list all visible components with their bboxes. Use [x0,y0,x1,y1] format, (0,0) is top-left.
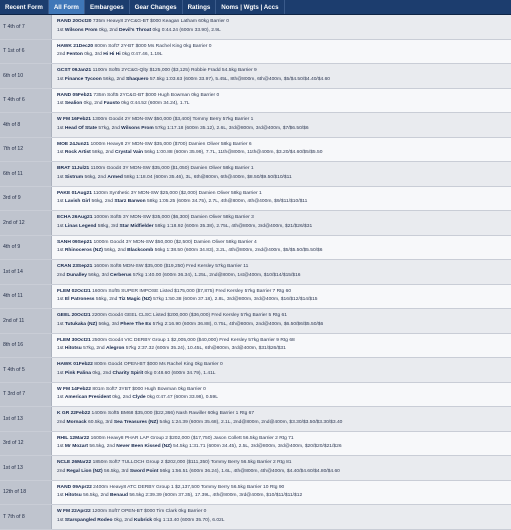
race-time-margin: 57kg 2:37.32 (600m 35.24), 10.45L, 6th@800m, 3rd@400m, $31/$26/$31 [125,346,286,351]
finish-position: T 1st of 6 [0,40,52,64]
horse-name: Sealion [64,101,83,106]
race-conditions: 2500m Good4 VIC DERBY Group 1 $2,005,000 ($40,000) Fred Kersley 57kg Barrier 9 Rtg 68 [92,337,295,343]
weight-placing: 56.5kg, 2nd [89,444,115,449]
placing-label: 1st [57,150,64,155]
form-row[interactable] [0,285,511,310]
tab-recent-form[interactable]: Recent Form [0,0,49,14]
venue-date: RAND 05Feb21 [57,92,93,98]
tab-embargoes[interactable]: Embargoes [85,0,130,14]
race-result [57,149,511,158]
horse-name: Devil's Throat [118,27,152,33]
placing-label: 1st [57,370,64,376]
race-summary [57,459,511,468]
race-conditions: 800m Soft7 2Y-BT $000 Ms Rachel King 0kg Barrier 0 [94,43,212,49]
finish-position: T 4th of 5 [0,358,52,382]
venue-date: W FM 16Feb21 [57,117,91,122]
weight-placing: 55kg, 2nd [95,297,118,302]
form-row[interactable] [0,40,511,65]
venue-date: FLEM 30Oct21 [57,337,91,343]
horse-name: Head Of State [64,125,97,131]
run-details [52,456,511,480]
horse-name: Sistrum [64,174,84,180]
form-row[interactable] [0,138,511,163]
horse-name: Linas Legend [64,223,97,229]
placing-label: 1st [57,248,64,253]
race-time-margin: 58kg 1:05.25 (600m 34.75), 2.7L, 4th@800m, 4th@400m, $9/$11/$10/$11 [147,199,308,204]
race-result [57,223,511,232]
race-conditions: 2400m Heavy8 ATC DERBY Group 1 $2,137,500 Tommy Berry 56.5kg Barrier 10 Rtg 90 [93,484,285,490]
placing-label: 1st [57,444,64,449]
venue-date: MOE 24Jun21 [57,141,90,147]
horse-name: American President [64,395,111,400]
race-conditions: 1100m Synthetic 3Y MDN-SW $25,000 ($2,000) Damien Oliver 58kg Barrier 1 [93,190,262,196]
race-time-margin: 54kg 1:24.39 (600m 35.68), 2.1L, 2nd@800m, 2nd@400m, $3.30/$3.50/$3.30/$3.40 [159,419,343,425]
race-summary [57,263,511,272]
finish-position: T 7th of 8 [0,505,52,529]
tab-ratings[interactable]: Ratings [183,0,217,14]
weight-placing: 57kg, 2nd [83,346,105,351]
horse-name: Charity Spirit [112,370,144,376]
race-result [57,296,511,305]
run-details [52,40,511,64]
race-result [57,419,511,428]
horse-name: Phere The Ex [120,321,152,327]
finish-position: 7th of 12 [0,138,52,162]
form-row[interactable] [0,187,511,212]
horse-name: Benaud [110,493,128,498]
weight-placing: 58kg, 2nd [92,150,114,155]
run-details [52,113,511,137]
horse-name: Mr Mozart [64,444,88,449]
form-row[interactable] [0,89,511,114]
finish-position: 6th of 11 [0,162,52,186]
placing-label: 1st [57,493,64,498]
run-details [52,15,511,39]
horse-name: Star Midfielder [119,223,154,229]
weight-placing: 56kg, 2nd [84,174,106,180]
run-details [52,89,511,113]
race-time-margin: 56.5kg 2:39.39 (600m 37.35), 17.39L, 4th@800m, 3rd@400m, $10/$11/$11/$12 [129,493,303,498]
race-result [57,492,511,501]
venue-date: RAND 20Oct20 [57,19,92,24]
race-result [57,517,511,526]
race-conditions: 1000m Soft5 3Y MDN-SW $35,000 ($6,300) Damien Oliver 58kg Barrier 3 [93,215,254,220]
horse-name: Lavish Girl [64,199,91,204]
finish-position: 3rd of 12 [0,432,52,456]
placing-label: 1st [57,27,64,33]
venue-date: HAWK 01Feb22 [57,362,93,367]
race-result [57,272,511,281]
race-summary [57,190,511,199]
race-conditions: 1600m Soft6 MDN-SW $35,000 ($19,250) Fred Kersley 57kg Barrier 11 [93,264,249,269]
placing-label: 1st [57,223,64,229]
finish-position: T 4th of 6 [0,89,52,113]
weight-placing: 56kg, 2nd [91,199,114,204]
horse-name: Cerberus [110,272,132,278]
form-row[interactable] [0,64,511,89]
weight-placing: 60.5kg, 3rd [88,419,113,425]
race-conditions: 1850m Soft7 TULLOCH Group 2 $202,000 ($111,350) Tommy Berry 56.5kg Barrier 2 Rtg 81 [92,460,292,465]
run-details [52,211,511,235]
race-time-margin: 0kg 0:48.60 (600m 34.79), 1.41L [144,370,216,376]
placing-label: 1st [57,174,64,180]
weight-placing: 56kg, 2nd [104,248,126,253]
horse-name: Tutukaka (NZ) [64,321,98,327]
race-time-margin: 57kg 1:40.00 (600m 36.34), 1.25L, 2nd@800m, 1st@400m, $10/$14/$15/$16 [132,272,301,278]
finish-position: 3rd of 9 [0,187,52,211]
run-details [52,162,511,186]
race-conditions: 1100m Soft5 2YC&G-Qlty $125,000 ($3,125) Robbie Fradd 54.5kg Barrier 9 [92,68,257,73]
form-row[interactable] [0,309,511,334]
weight-placing: 0kg, 2nd [112,395,131,400]
placing-label: 2nd [57,468,66,474]
race-summary [57,214,511,223]
race-time-margin: 56kg 1:56.51 (600m 36.24), 1.6L, 4th@800m, 4th@400m, $4.40/$4.60/$4.80/$4.60 [159,468,340,474]
race-summary [57,484,511,493]
race-conditions: 1600m Heavy8 PHAR LAP Group 2 $202,000 ($17,750) Jason Collett 56.5kg Barrier 2 Rtg 71 [90,435,294,441]
weight-placing: 58kg, 3rd [97,223,119,229]
weight-placing: 0kg, 2nd [98,27,118,33]
form-row[interactable] [0,334,511,359]
horse-name: Hi Hi Hi [103,52,121,57]
race-time-margin: 0kg 0:47.46, 1.19L [121,52,163,57]
venue-date: GCST 09Jan21 [57,68,92,73]
finish-position: T 4th of 7 [0,15,52,39]
tab-noms-wgts-accs[interactable]: Noms | Wgts | Accs [216,0,284,14]
race-conditions: 800m Good4 OPEN-BT $000 Ms Rachel King 0kg Barrier 0 [94,362,223,367]
venue-date: NCLE 26Mar22 [57,460,92,465]
finish-position: 1st of 13 [0,407,52,431]
race-time-margin: 0kg 1:13.40 (600m 35.70), 6.02L [153,517,225,523]
finish-position: 12th of 18 [0,481,52,505]
race-summary [57,288,511,297]
race-result [57,125,511,134]
form-tabs [0,0,511,15]
race-summary [57,116,511,125]
run-details [52,432,511,456]
finish-position: 4th of 8 [0,113,52,137]
horse-name: Wilsons Prom [64,27,98,33]
race-conditions: 1000m Heavy8 2Y MDN-SW $35,000 ($700) Damien Oliver 58kg Barrier 6 [90,141,252,147]
race-summary [57,18,511,27]
form-row[interactable] [0,236,511,261]
horse-name: Regal Lion (NZ) [66,468,103,474]
placing-label: 1st [57,76,64,82]
race-time-margin: 0kg 0:44.24 (600m 33.90), 2.9L [152,27,221,33]
race-conditions: 735m Heavy8 2YC&G-BT $000 Keagan Latham 60kg Barrier 0 [92,19,229,24]
weight-placing: 56kg, 2nd [103,76,125,82]
finish-position: 4th of 11 [0,285,52,309]
finish-position: 4th of 9 [0,236,52,260]
race-conditions: 1600m Soft5 SUPER IMPOSE Listed $175,000 ($7,875) Fred Kersley 57kg Barrier 7 Rtg 60 [92,288,292,294]
weight-placing: 56.5kg, 3rd [104,468,129,474]
race-summary [57,508,511,517]
horse-name: Rhinoceros (NZ) [64,248,103,253]
horse-name: Dunalley [66,272,87,278]
weight-placing: 57kg, 2nd [98,125,120,131]
form-row[interactable] [0,15,511,40]
placing-label: 1st [57,321,64,327]
race-time-margin: 58kg 1:18.04 (600m 35.46), 3L, 6th@800m, 6th@400m, $8.50/$9.50/$10/$11 [124,174,292,180]
race-result [57,247,511,256]
weight-placing: 56kg, 3rd [98,321,119,327]
finish-position: T 3rd of 7 [0,383,52,407]
race-summary [57,312,511,321]
race-conditions: 1100m Good4 3Y MDN-SW $35,000 ($1,050) Damien Oliver 58kg Barrier 1 [90,166,254,171]
venue-date: W FM 22Apr22 [57,509,91,514]
race-summary [57,410,511,419]
venue-date: GEEL 20Oct21 [57,313,91,318]
horse-name: Hitotsu [64,346,82,351]
venue-date: CRAN 23Sep21 [57,264,93,269]
race-summary [57,165,511,174]
run-details [52,358,511,382]
race-time-margin: 57.5kg 1:03.63 (600m 33.97), 5.45L, 8th@800m, 6th@400m, $5/$4.50/$4.40/$4.60 [149,76,331,82]
race-result [57,51,511,60]
run-details [52,481,511,505]
horse-name: Fausto [103,101,120,106]
finish-position: 6th of 10 [0,64,52,88]
race-time-margin: 56kg 1:00.88 (600m 35.99), 7.7L, 11th@800m, 11th@400m, $3.20/$4.60/$5/$5.50 [144,150,323,155]
race-result [57,468,511,477]
horse-name: Hitotsu [64,493,82,498]
run-details [52,236,511,260]
race-result [57,370,511,379]
race-summary [57,239,511,248]
run-details [52,260,511,284]
form-row[interactable] [0,260,511,285]
placing-label: 2nd [57,272,66,278]
finish-position: 2nd of 12 [0,211,52,235]
venue-date: BRAT 11Jul21 [57,166,90,171]
race-summary [57,337,511,346]
form-row[interactable] [0,211,511,236]
race-time-margin: 0kg 0:47.47 (600m 33.98), 0.59L [147,395,218,400]
horse-name: Finance Tycoon [64,76,102,82]
form-row[interactable] [0,432,511,457]
weight-placing: 56kg, 3rd [88,272,109,278]
run-details [52,187,511,211]
finish-position: 1st of 13 [0,456,52,480]
form-row[interactable] [0,113,511,138]
race-result [57,100,511,109]
race-time-margin: 57kg 2:16.90 (600m 36.88), 0.75L, 4th@800m, 2nd@400m, $6.50/$6/$5.50/$6 [152,321,324,327]
venue-date: RHIL 12Mar22 [57,435,90,441]
horse-name: Sword Point [129,468,159,474]
placing-label: 1st [57,297,64,302]
run-details [52,383,511,407]
race-conditions: 735m Soft5 2YC&G-BT $000 Hugh Bowman 0kg Barrier 0 [93,92,220,98]
run-details [52,138,511,162]
tab-gear-changes[interactable]: Gear Changes [130,0,183,14]
horse-name: Crystal Vain [115,150,144,155]
race-time-margin: 57kg 1:17.18 (600m 35.12), 2.6L, 3rd@800m, 3rd@400m, $7/$6.50/$6 [155,125,309,131]
race-summary [57,43,511,52]
placing-label: 1st [57,199,64,204]
horse-name: Tiz Magic (NZ) [118,297,152,302]
run-details [52,285,511,309]
form-row[interactable] [0,383,511,408]
weight-placing: 0kg, 3rd [84,52,102,57]
finish-position: 2nd of 11 [0,309,52,333]
race-conditions: 1000m Good4 3Y MDN-SW $50,000 ($2,500) Damien Oliver 58kg Barrier 4 [93,239,257,245]
finish-position: 1st of 14 [0,260,52,284]
venue-date: HAWK 21Dec20 [57,43,94,49]
race-conditions: 2200m Good4 GEEL CLSC Listed $200,000 ($36,000) Fred Kersley 57kg Barrier 5 Rtg 61 [91,313,287,318]
horse-name: Kubrick [133,517,153,523]
horse-name: Rock Artist [64,150,91,155]
horse-name: Never Been Kissed (NZ) [116,444,172,449]
horse-name: Starspangled Rodeo [64,517,113,523]
race-conditions: 801m Soft7 3YBT $000 Hugh Bowman 0kg Barrier 0 [92,386,206,392]
horse-name: Sea Treasures (NZ) [113,419,159,425]
race-summary [57,92,511,101]
form-row[interactable] [0,358,511,383]
horse-name: Mornack [66,419,87,425]
race-summary [57,141,511,150]
weight-placing: 0kg, 2nd [83,101,103,106]
horse-name: Starz Barwon [114,199,146,204]
horse-name: Clyde [132,395,146,400]
run-details [52,334,511,358]
weight-placing: 0kg, 2nd [92,370,112,376]
race-time-margin: 0kg 0:44.52 (600m 34.24), 1.7L [121,101,190,106]
horse-name: Armed [107,174,123,180]
horse-name: Fenton [66,52,83,57]
horse-name: El Patroness [64,297,95,302]
run-details [52,309,511,333]
race-time-margin: 54.5kg 1:31.71 (600m 34.45), 2.5L, 3rd@800m, 3rd@400m, $20/$20/$21/$26 [173,444,342,449]
weight-placing: 56.5kg, 2nd [83,493,109,498]
race-conditions: 1400m Soft5 BM68 $35,000 ($22,366) Nash Rawiller 60kg Barrier 1 Rtg 67 [91,411,255,416]
placing-label: 1st [57,517,64,523]
race-summary [57,361,511,370]
form-row[interactable] [0,505,511,530]
race-result [57,198,511,207]
finish-position: 8th of 16 [0,334,52,358]
form-row[interactable] [0,456,511,481]
venue-date: ECHA 26Aug21 [57,215,93,220]
horse-name: Shaquero [125,76,149,82]
race-summary [57,435,511,444]
placing-label: 1st [57,395,64,400]
form-row[interactable] [0,407,511,432]
race-result [57,394,511,403]
venue-date: PAKE 01Aug21 [57,190,92,196]
run-details [52,505,511,529]
tab-all-form[interactable]: All Form [49,0,85,14]
race-result [57,443,511,452]
venue-date: W FM 14Feb22 [57,386,91,392]
horse-name: Wilsons Prom [121,125,154,131]
race-result [57,27,511,36]
race-result [57,345,511,354]
race-result [57,76,511,85]
race-summary [57,386,511,395]
race-time-margin: 57kg 1:50.38 (600m 37.18), 2.8L, 3rd@800m, 3rd@400m, $16/$12/$14/$15 [153,297,318,302]
venue-date: SANH 09Sep21 [57,239,93,245]
placing-label: 1st [57,101,64,106]
venue-date: FLEM 02Oct21 [57,288,91,294]
race-conditions: 1300m Good4 2Y MDN-SW $50,000 ($3,400) Tommy Berry 57kg Barrier 1 [92,117,254,122]
horse-name: Pink Palina [64,370,91,376]
race-result [57,174,511,183]
horse-name: Alegron [105,346,125,351]
placing-label: 1st [57,346,64,351]
placing-label: 2nd [57,52,66,57]
placing-label: 2nd [57,419,66,425]
form-row[interactable] [0,162,511,187]
weight-placing: 0kg, 2nd [113,517,133,523]
race-time-margin: 56kg 1:38.50 (600m 34.83), 3.2L, 4th@800m, 2nd@400m, $5/$5.50/$5.50/$6 [154,248,323,253]
run-details [52,407,511,431]
race-conditions: 1200m Soft7 OPEN-BT $000 Tim Clark 0kg Barrier 0 [92,509,207,514]
venue-date: K GR 22Feb22 [57,411,91,416]
form-row[interactable] [0,481,511,506]
race-summary [57,67,511,76]
race-result [57,321,511,330]
horse-name: Blackcomb [127,248,154,253]
form-list [0,15,511,530]
run-details [52,64,511,88]
race-time-margin: 58kg 1:18.92 (600m 35.38), 2.75L, 4th@800m, 3rd@400m, $21/$26/$31 [154,223,313,229]
venue-date: RAND 09Apr22 [57,484,92,490]
placing-label: 1st [57,125,64,131]
